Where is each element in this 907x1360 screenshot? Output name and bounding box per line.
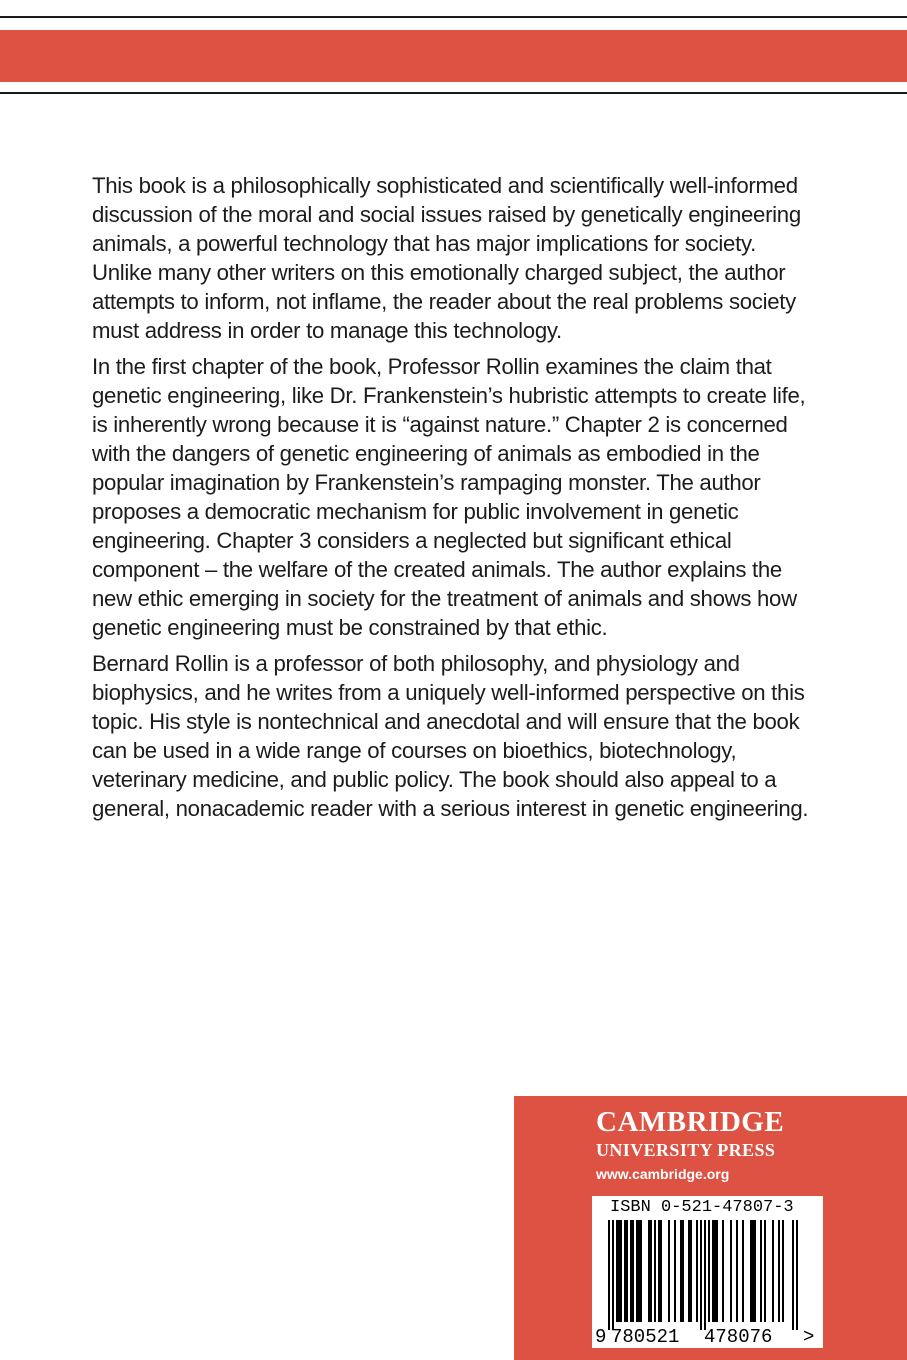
barcode-bar	[712, 1220, 714, 1322]
barcode-bars	[608, 1220, 798, 1330]
barcode-panel	[592, 1196, 823, 1348]
back-cover-blurb	[92, 171, 812, 830]
barcode-bar	[714, 1220, 716, 1322]
barcode-graphic	[592, 1196, 823, 1348]
barcode-bar	[612, 1220, 614, 1330]
publisher-box	[514, 1096, 907, 1360]
blurb-paragraph-1: This book is a philosophically sophisticated and scientifically well-informed discussion of the moral and social issues raised by genetically engineering animals, a powerful technology that has major implications for society. Unlike many other writers on this emotionally charged subject, the author attempts to inform, not inflame, the reader about the real problems society must address in order to manage this technology.	[92, 173, 801, 343]
barcode-bar	[648, 1220, 650, 1322]
publisher-name: CAMBRIDGE	[596, 1106, 785, 1138]
barcode-bar	[688, 1220, 690, 1322]
publisher-subtitle: UNIVERSITY PRESS	[596, 1140, 776, 1160]
accent-band	[0, 30, 907, 82]
barcode-bar	[638, 1220, 640, 1322]
barcode-bar	[754, 1220, 756, 1322]
barcode-left-digits: 780521	[611, 1326, 680, 1348]
barcode-bar	[680, 1220, 682, 1322]
barcode-bar	[690, 1220, 692, 1322]
blurb-paragraph-3: Bernard Rollin is a professor of both philosophy, and physiology and biophysics, and he writes from a uniquely well-informed perspective on this topic. His style is nontechnical and anecdotal and will ensure that the book can be used in a wide range of courses on bioethics, biotechnology, veterinary medicine, and public policy. The book should also appeal to a general, nonacademic reader with a serious interest in genetic engineering.	[92, 651, 809, 821]
barcode-bar	[750, 1220, 752, 1322]
barcode-bar	[674, 1220, 676, 1322]
barcode-bar	[722, 1220, 724, 1322]
top-rule	[0, 16, 907, 18]
barcode-bar	[708, 1220, 710, 1322]
barcode-bar	[636, 1220, 638, 1322]
barcode-bar	[608, 1220, 610, 1330]
barcode-bar	[792, 1220, 794, 1330]
barcode-bar	[704, 1220, 706, 1330]
blurb-paragraph-2: In the first chapter of the book, Professor Rollin examines the claim that genetic engineering, like Dr. Frankenstein’s hubristic attempts to create life, is inherently wrong because it is “against nature.” Chapter 2 is concerned with the dangers of genetic engineering of animals as embodied in the popular imagination by Frankenstein’s rampaging monster. The author proposes a democratic mechanism for public involvement in genetic engineering. Chapter 3 considers a neglected but significant ethical component – the welfare of the created animals. The author explains the new ethic emerging in society for the treatment of animals and shows how genetic engineering must be constrained by that ethic.	[92, 354, 806, 640]
barcode-bar	[682, 1220, 684, 1322]
barcode-trailer: >	[803, 1326, 815, 1348]
barcode-bar	[760, 1220, 762, 1322]
barcode-bar	[660, 1220, 662, 1322]
barcode-bar	[616, 1220, 618, 1322]
barcode-bar	[796, 1220, 798, 1330]
barcode-bar	[624, 1220, 626, 1322]
barcode-bar	[716, 1220, 718, 1322]
barcode-bar	[650, 1220, 652, 1322]
barcode-lead-digit: 9	[595, 1326, 607, 1348]
isbn-label: ISBN 0-521-47807-3	[610, 1198, 794, 1217]
barcode-bar	[742, 1220, 744, 1322]
barcode-bar	[782, 1220, 784, 1322]
barcode-bar	[772, 1220, 774, 1322]
barcode-bar	[620, 1220, 622, 1322]
barcode-bar	[630, 1220, 632, 1322]
barcode-bar	[752, 1220, 754, 1322]
barcode-bar	[654, 1220, 656, 1322]
band-bottom-rule	[0, 92, 907, 94]
barcode-bar	[764, 1220, 766, 1322]
barcode-bar	[626, 1220, 628, 1322]
barcode-bar	[696, 1220, 698, 1322]
barcode-bar	[700, 1220, 702, 1330]
barcode-bar	[668, 1220, 670, 1322]
barcode-bar	[736, 1220, 738, 1322]
barcode-bar	[730, 1220, 732, 1322]
barcode-right-digits: 478076	[704, 1326, 773, 1348]
publisher-url: www.cambridge.org	[596, 1166, 730, 1182]
barcode-bar	[632, 1220, 634, 1322]
barcode-bar	[778, 1220, 780, 1322]
barcode-bar	[658, 1220, 660, 1322]
barcode-bar	[618, 1220, 620, 1322]
barcode-bar	[640, 1220, 642, 1322]
